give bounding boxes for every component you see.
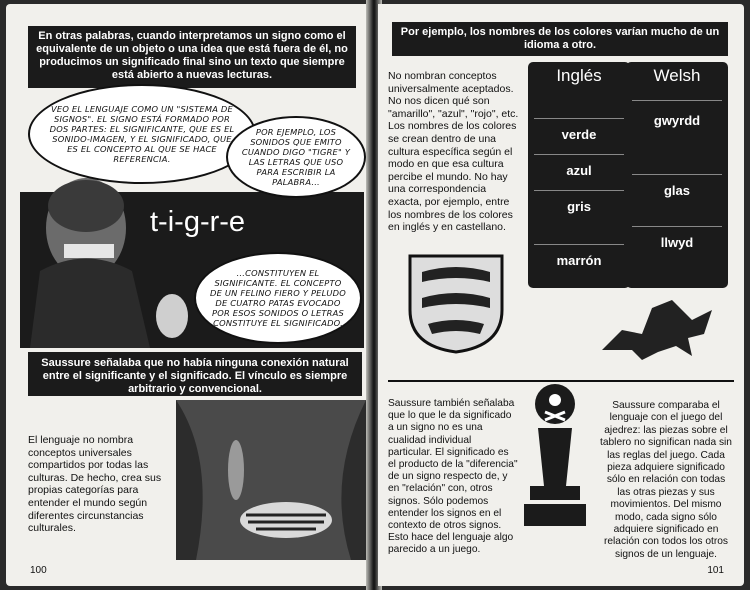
right-top-caption: Por ejemplo, los nombres de los colores varían mucho de un idioma a otro. [392, 22, 728, 56]
tigre-word: t-i-g-r-e [150, 206, 246, 238]
right-body-text-colors: No nombran conceptos universalmente aceptados. No nos dicen qué son "amarillo", "azul", "rojo", etc. Los nombres de los colores se crean dentro de una cultura específica según el modo en que esa cultura percibe el mundo. No hay una correspondencia exacta, por ejemplo, entre los nombres de los colores en inglés y en castellano. [388, 70, 519, 234]
welsh-word-glas: glas [632, 174, 722, 207]
left-body-text: El lenguaje no nombra conceptos universales compartidos por todas las culturas. De hecho, crea sus propias categorías para entender el mundo según diferentes circunstancias culturales. [28, 434, 162, 535]
speech-bubble-constituyen: ...CONSTITUYEN EL SIGNIFICANTE. EL CONCEPTO DE UN FELINO FIERO Y PELUDO DE CUATRO PATAS EVOCADO POR ESOS SONIDOS O LETRAS CONSTITUYE EL SIGNIFICADO. [194, 252, 362, 344]
welsh-header: Welsh [653, 66, 701, 85]
left-top-caption: En otras palabras, cuando interpretamos un signo como el equivalente de un objeto o una idea que está fuera de él, no producimos un significado final sino un texto que siempre está abierto a nuevas lecturas. [28, 26, 356, 88]
ingles-column [528, 62, 630, 288]
left-mid-caption: Saussure señalaba que no había ninguna conexión natural entre el significante y el significado. El vínculo es siempre arbitrario y convencional. [28, 352, 362, 396]
right-body-text-ajedrez: Saussure comparaba el lenguaje con el juego del ajedrez: las piezas sobre el tablero no significan nada sin las reglas del juego. Cada pieza adquiere significado sólo en relación con todas las otras piezas y sus movimientos. Del mismo modo, cada signo sólo adquiere significado en relación con todos los otros signos de un lenguaje. [600, 400, 732, 560]
speech-bubble-sistema: VEO EL LENGUAJE COMO UN "SISTEMA DE SIGNOS". EL SIGNO ESTÁ FORMADO POR DOS PARTES: EL SIGNIFICANTE, QUE ES EL SONIDO-IMAGEN, Y EL SIGNIFICADO, QUE ES EL CONCEPTO AL QUE SE HACE REFERENCIA. [28, 84, 256, 184]
ingles-word-marron: marrón [534, 244, 624, 277]
welsh-dragon-image [592, 290, 730, 362]
chess-pawn-image [518, 376, 592, 534]
speech-bubble-ejemplo: POR EJEMPLO, LOS SONIDOS QUE EMITO CUANDO DIGO "TIGRE" Y LAS LETRAS QUE USO PARA ESCRIBIR LA PALABRA... [226, 116, 366, 198]
page-number-right: 101 [707, 565, 724, 576]
welsh-word-llwyd: llwyd [632, 226, 722, 259]
welsh-column [626, 62, 728, 288]
ingles-header: Inglés [556, 66, 602, 85]
welsh-word-gwyrdd: gwyrdd [632, 100, 722, 141]
left-page [6, 4, 370, 586]
english-lions-crest-image [404, 250, 508, 354]
ingles-word-verde: verde [534, 118, 624, 151]
page-number-left: 100 [30, 565, 47, 576]
ingles-word-azul: azul [534, 154, 624, 187]
tiger-jungle-image [176, 400, 366, 560]
ingles-word-gris: gris [534, 190, 624, 223]
right-page [378, 4, 744, 586]
right-body-text-diferencia: Saussure también señalaba que lo que le da significado a un signo no es una cualidad individual particular. El significado es el producto de la "diferencia" de un signo respecto de, y en "relación" con, otros signos. Sólo podemos entender los signos en el contexto de otros signos. Esto hace del lenguaje algo parecido a un juego. [388, 398, 518, 556]
